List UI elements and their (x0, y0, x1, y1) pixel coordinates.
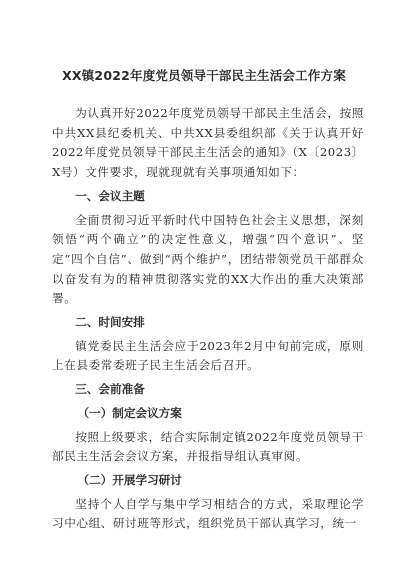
section-heading-theme: 一、会议主题 (75, 188, 145, 203)
subsection-heading-study: （二）开展学习研讨 (77, 472, 182, 487)
section-body-theme: 全面贯彻习近平新时代中国特色社会主义思想，深刻领悟“两个确立”的决定性意义，增强“四个意识”、坚定“四个自信”、做到“两个维护”，团结带领党员干部群众以奋发有为的精神贯彻落实党的XX大作出的重大决策部署。 (52, 212, 364, 306)
section-heading-schedule: 二、时间安排 (75, 315, 145, 330)
subsection-body-study: 坚持个人自学与集中学习相结合的方式，采取理论学习中心组、研讨班等形式，组织党员干部认真学习，统一 (52, 496, 364, 531)
document-title: XX镇2022年度党员领导干部民主生活会工作方案 (62, 68, 346, 83)
section-body-schedule: 镇党委民主生活会应于2023年2月中旬前完成，原则上在县委常委班子民主生活会后召开。 (52, 338, 364, 373)
subsection-body-plan: 按照上级要求，结合实际制定镇2022年度党员领导干部民主生活会会议方案，并报指导组认真审阅。 (52, 429, 364, 464)
intro-paragraph: 为认真开好2022年度党员领导干部民主生活会，按照中共XX县纪委机关、中共XX县委组织部《关于认真开好2022年度党员领导干部民主生活会的通知》（X〔2023〕X号）文件要求，现就现就有关事项通知如下： (52, 106, 364, 180)
section-heading-preparation: 三、会前准备 (75, 382, 145, 397)
subsection-heading-plan: （一）制定会议方案 (77, 405, 182, 420)
